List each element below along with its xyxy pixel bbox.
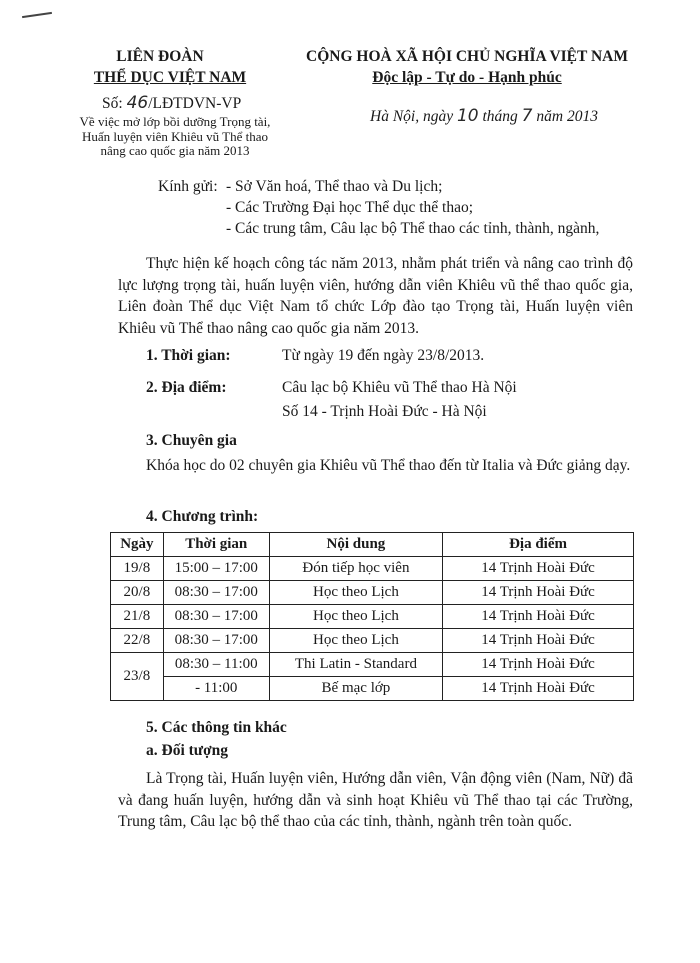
doc-number-handwritten: 46	[126, 93, 149, 113]
cell-place: 14 Trịnh Hoài Đức	[443, 653, 634, 677]
doc-number-prefix: Số:	[102, 95, 123, 112]
place-line1: Câu lạc bộ Khiêu vũ Thể thao Hà Nội	[282, 379, 517, 396]
cell-time: - 11:00	[163, 677, 269, 701]
other-info-label: 5. Các thông tin khác	[146, 719, 287, 736]
date-prefix: Hà Nội, ngày	[370, 108, 454, 125]
recipient-item: - Sở Văn hoá, Thể thao và Du lịch;	[226, 178, 443, 195]
cell-content: Thi Latin - Standard	[269, 653, 442, 677]
organization-name-line2: THỂ DỤC VIỆT NAM	[93, 69, 247, 86]
table-row	[111, 557, 634, 581]
organization-name-line1: LIÊN ĐOÀN	[116, 48, 204, 65]
cell-day: 21/8	[111, 605, 164, 629]
table-row	[111, 629, 634, 653]
place-line2: Số 14 - Trịnh Hoài Đức - Hà Nội	[282, 403, 487, 420]
cell-time: 08:30 – 17:00	[163, 629, 269, 653]
cell-place: 14 Trịnh Hoài Đức	[443, 605, 634, 629]
expert-label: 3. Chuyên gia	[146, 432, 237, 449]
intro-paragraph: Thực hiện kế hoạch công tác năm 2013, nhằm phát triển và nâng cao trình độ lực lượng trọng tài, huấn luyện viên, hướng dẫn viên Khiêu vũ thể thao quốc gia, Liên đoàn Thể dục Việt Nam tổ chức Lớp đào tạo Trọng tài, Huấn luyện viên Khiêu vũ Thể thao nâng cao quốc gia năm 2013.	[118, 255, 633, 337]
date-year: năm 2013	[536, 108, 598, 125]
cell-day: 19/8	[111, 557, 164, 581]
table-row	[111, 677, 634, 701]
date-month-label: tháng	[482, 108, 518, 125]
cell-day: 22/8	[111, 629, 164, 653]
column-header-time: Thời gian	[163, 533, 269, 557]
document-subject	[70, 115, 280, 159]
cell-time: 08:30 – 17:00	[163, 581, 269, 605]
column-header-place: Địa điểm	[443, 533, 634, 557]
cell-place: 14 Trịnh Hoài Đức	[443, 677, 634, 701]
place-label: 2. Địa điểm:	[146, 379, 227, 396]
cell-content: Học theo Lịch	[269, 605, 442, 629]
recipient-item: - Các trung tâm, Câu lạc bộ Thể thao các tỉnh, thành, ngành,	[226, 220, 600, 237]
cell-content: Học theo Lịch	[269, 629, 442, 653]
time-label: 1. Thời gian:	[146, 347, 231, 364]
cell-content: Học theo Lịch	[269, 581, 442, 605]
subject-line: nâng cao quốc gia năm 2013	[100, 143, 250, 158]
cell-time: 15:00 – 17:00	[163, 557, 269, 581]
document-number	[102, 93, 241, 113]
national-motto	[292, 69, 642, 87]
cell-time: 08:30 – 17:00	[163, 605, 269, 629]
table-row	[111, 605, 634, 629]
cell-place: 14 Trịnh Hoài Đức	[443, 581, 634, 605]
subject-line: Huấn luyện viên Khiêu vũ Thể thao	[81, 128, 269, 144]
date-month-handwritten: 7	[521, 106, 533, 126]
cell-day: 23/8	[111, 653, 164, 701]
recipients-label: Kính gửi:	[158, 178, 218, 195]
cell-day: 20/8	[111, 581, 164, 605]
cell-time: 08:30 – 11:00	[163, 653, 269, 677]
cell-content: Bế mạc lớp	[269, 677, 442, 701]
recipient-item: - Các Trường Đại học Thể dục thể thao;	[226, 199, 474, 216]
motto-text: Độc lập - Tự do - Hạnh phúc	[372, 69, 562, 86]
subject-line: Về việc mở lớp bồi dưỡng Trọng tài,	[79, 114, 271, 129]
document-date	[370, 106, 598, 126]
column-header-content: Nội dung	[269, 533, 442, 557]
program-label: 4. Chương trình:	[146, 508, 259, 525]
time-value: Từ ngày 19 đến ngày 23/8/2013.	[282, 347, 485, 364]
table-row	[111, 653, 634, 677]
cell-place: 14 Trịnh Hoài Đức	[443, 629, 634, 653]
date-day-handwritten: 10	[456, 106, 479, 126]
column-header-day: Ngày	[111, 533, 164, 557]
cell-content: Đón tiếp học viên	[269, 557, 442, 581]
schedule-table	[110, 532, 634, 701]
nation-title: CỘNG HOÀ XÃ HỘI CHỦ NGHĨA VIỆT NAM	[306, 48, 628, 65]
table-row	[111, 581, 634, 605]
target-audience-label: a. Đối tượng	[146, 742, 229, 759]
table-header-row	[111, 533, 634, 557]
cell-place: 14 Trịnh Hoài Đức	[443, 557, 634, 581]
target-audience-paragraph: Là Trọng tài, Huấn luyện viên, Hướng dẫn viên, Vận động viên (Nam, Nữ) đã và đang huấn luyện, hướng dẫn và sinh hoạt Khiêu vũ Thể thao tại các Trường, Trung tâm, Câu lạc bộ thể thao của các tỉnh, thành, ngành trên toàn quốc.	[118, 770, 633, 830]
expert-paragraph: Khóa học do 02 chuyên gia Khiêu vũ Thể thao đến từ Italia và Đức giảng dạy.	[146, 457, 631, 474]
scan-mark	[22, 12, 52, 18]
doc-number-suffix: /LĐTDVN-VP	[148, 95, 242, 112]
